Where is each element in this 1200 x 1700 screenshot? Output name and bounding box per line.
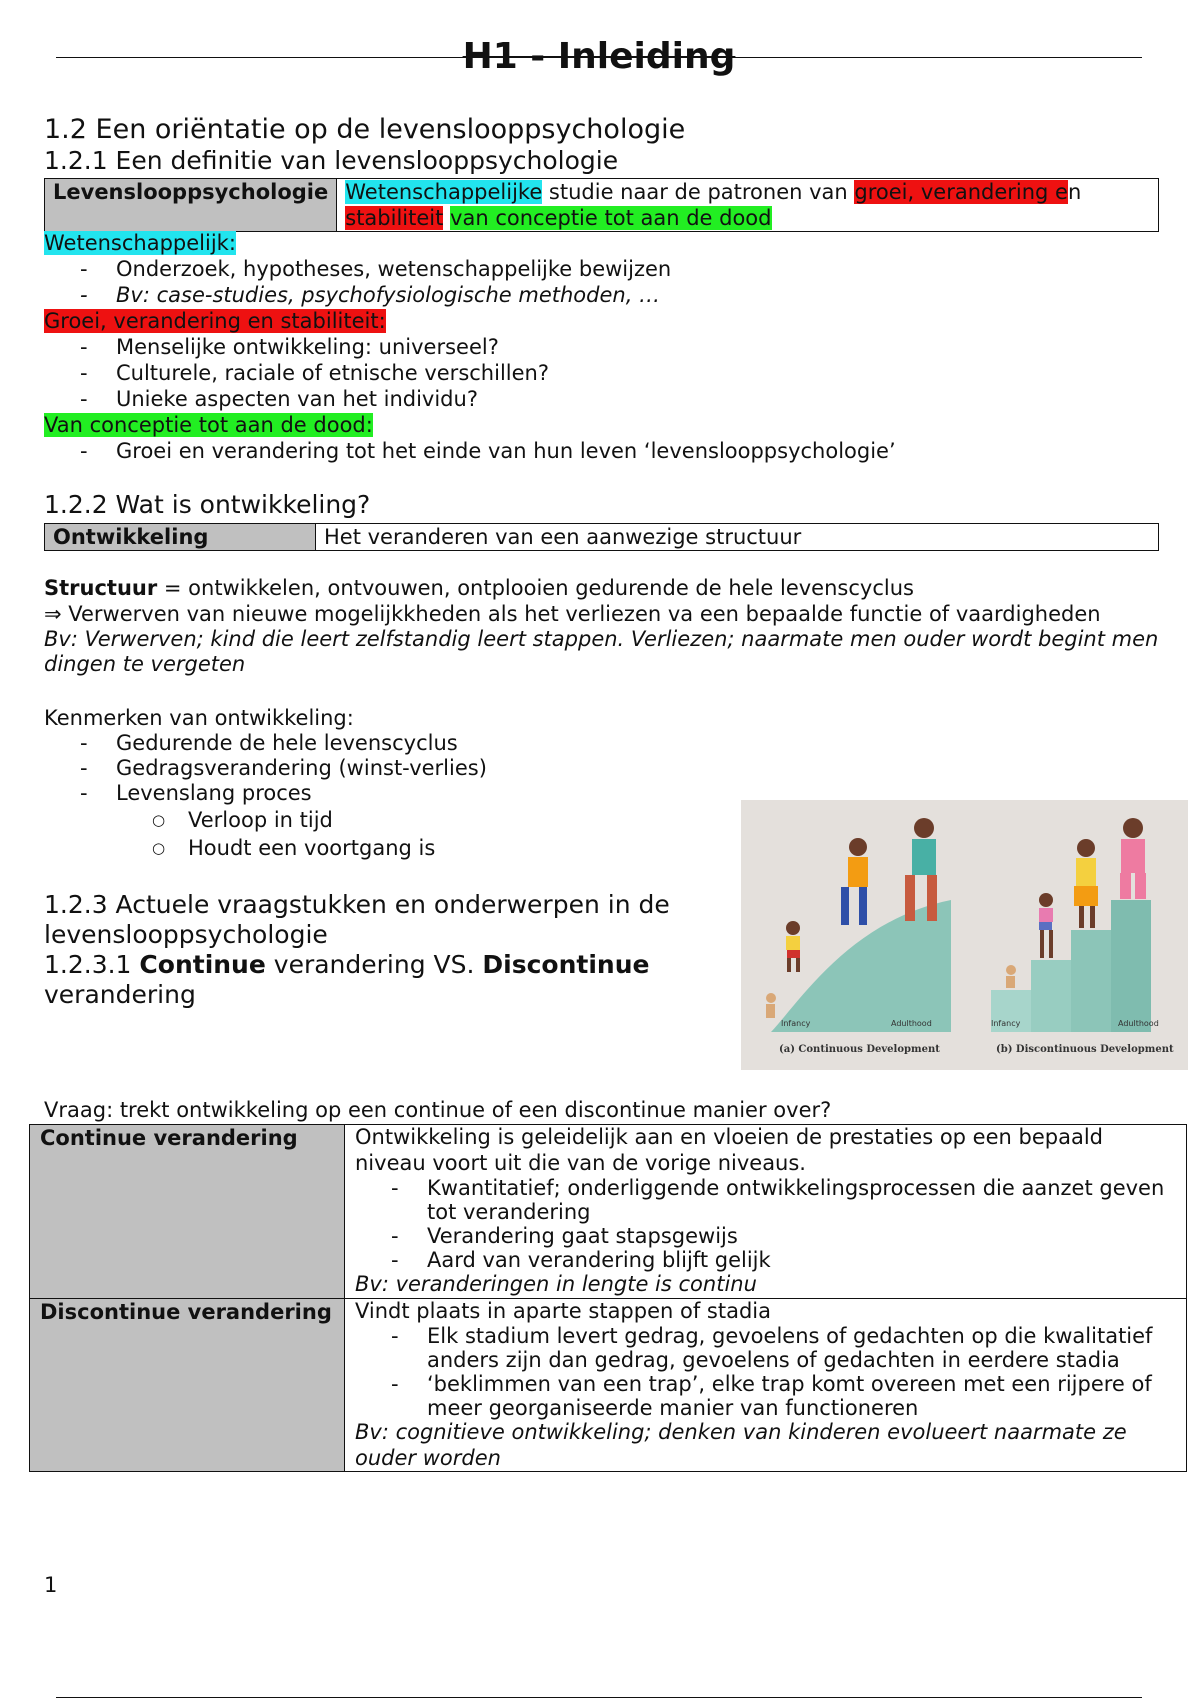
definition-text bbox=[337, 179, 1159, 232]
heading-conceptie: Van conceptie tot aan de dood: bbox=[44, 413, 373, 437]
figure-label-b-infancy: Infancy bbox=[991, 1019, 1021, 1028]
list-item: ○ Verloop in tijd bbox=[188, 806, 487, 834]
definition-seg-studie: studie naar de patronen van bbox=[542, 180, 855, 204]
kenmerken-heading: Kenmerken van ontwikkeling: bbox=[44, 706, 354, 730]
development-figure bbox=[741, 800, 1188, 1070]
table-row bbox=[30, 1298, 1187, 1472]
figure-youth-a bbox=[841, 838, 868, 925]
section-heading-1-2: 1.2 Een oriëntatie op de levenslooppsychologie bbox=[44, 114, 686, 145]
term-continue: Continue verandering bbox=[30, 1125, 345, 1299]
description-intro: Ontwikkeling is geleidelijk aan en vloeien de prestaties op een bepaald niveau voort uit die van de vorige niveaus. bbox=[355, 1125, 1103, 1175]
description-example: Bv: veranderingen in lengte is continu bbox=[355, 1272, 757, 1296]
list-item: ○ Houdt een voortgang is bbox=[188, 834, 487, 862]
list-groei bbox=[44, 334, 896, 412]
description-intro: Vindt plaats in aparte stappen of stadia bbox=[355, 1298, 771, 1323]
list-item: - Bv: case-studies, psychofysiologische methoden, … bbox=[116, 282, 896, 308]
definition-term: Levenslooppsychologie bbox=[45, 179, 337, 232]
list-discontinue bbox=[355, 1324, 1176, 1420]
page-header bbox=[56, 34, 1142, 80]
description-discontinue bbox=[345, 1298, 1187, 1472]
list-item: - Aard van verandering blijft gelijk bbox=[427, 1248, 1176, 1272]
development-illustration bbox=[741, 800, 1188, 1070]
page-title: H1 - Inleiding bbox=[462, 36, 736, 77]
structuur-example: Bv: Verwerven; kind die leert zelfstandig leert stappen. Verliezen; naarmate men ouder wordt begint men dingen te vergeten bbox=[44, 627, 1159, 676]
structuur-term: Structuur bbox=[44, 576, 158, 600]
block-wetenschappelijk bbox=[44, 230, 896, 464]
list-item: - Elk stadium levert gedrag, gevoelens of gedachten op die kwalitatief anders zijn dan gedrag, gevoelens of gedachten in eerdere stadia bbox=[427, 1324, 1176, 1372]
definition-term: Ontwikkeling bbox=[45, 524, 316, 551]
list-conceptie bbox=[44, 438, 896, 464]
definition-table-levenslooppsychologie bbox=[44, 178, 1159, 232]
list-kenmerken bbox=[44, 731, 487, 806]
heading-continue: Continue bbox=[139, 950, 266, 979]
heading-wetenschappelijk: Wetenschappelijk: bbox=[44, 231, 236, 255]
list-item: - ‘beklimmen van een trap’, elke trap komt overeen met een rijpere of meer georganiseerde manier van functioneren bbox=[427, 1372, 1176, 1420]
section-heading-1-2-3: 1.2.3 Actuele vraagstukken en onderwerpen in de levenslooppsychologie bbox=[44, 890, 670, 949]
figure-caption-b: (b) Discontinuous Development bbox=[996, 1044, 1174, 1055]
description-continue bbox=[345, 1125, 1187, 1299]
definition-text: Het veranderen van een aanwezige structuur bbox=[316, 524, 1159, 551]
definition-seg-stabiliteit: stabiliteit bbox=[345, 206, 444, 230]
list-kenmerken-sub bbox=[44, 806, 487, 862]
section-heading-1-2-1: 1.2.1 Een definitie van levenslooppsychologie bbox=[44, 146, 619, 175]
definition-seg-wetenschappelijke: Wetenschappelijke bbox=[345, 180, 543, 204]
definition-table-ontwikkeling bbox=[44, 523, 1159, 551]
step-3 bbox=[1071, 930, 1111, 1032]
section-heading-1-2-3-1 bbox=[44, 950, 724, 1010]
list-item: - Gedurende de hele levenscyclus bbox=[116, 731, 487, 756]
block-structuur bbox=[44, 575, 1174, 677]
block-kenmerken bbox=[44, 705, 487, 862]
figure-adult-a bbox=[905, 818, 937, 921]
definition-seg-en: n bbox=[1067, 180, 1082, 204]
list-item: - Kwantitatief; onderliggende ontwikkelingsprocessen die aanzet geven tot verandering bbox=[427, 1176, 1176, 1224]
list-continue bbox=[355, 1176, 1176, 1272]
section-heading-1-2-2: 1.2.2 Wat is ontwikkeling? bbox=[44, 490, 371, 519]
figure-caption-a: (a) Continuous Development bbox=[779, 1044, 940, 1055]
list-item: - Groei en verandering tot het einde van hun leven ‘levenslooppsychologie’ bbox=[116, 438, 896, 464]
figure-toddler-b bbox=[1006, 965, 1016, 988]
figure-adult-b bbox=[1120, 818, 1146, 899]
heading-mid: verandering VS. bbox=[265, 950, 483, 979]
list-item: - Gedragsverandering (winst-verlies) bbox=[116, 756, 487, 781]
comparison-table bbox=[29, 1124, 1187, 1472]
list-item: - Onderzoek, hypotheses, wetenschappelijke bewijzen bbox=[116, 256, 896, 282]
footer-rule bbox=[56, 1697, 1142, 1698]
heading-discontinue: Discontinue bbox=[482, 950, 650, 979]
figure-toddler-a bbox=[766, 993, 776, 1018]
figure-label-a-adulthood: Adulthood bbox=[891, 1019, 932, 1028]
heading-end: verandering bbox=[44, 980, 196, 1009]
description-example: Bv: cognitieve ontwikkeling; denken van kinderen evolueert naarmate ze ouder worden bbox=[355, 1420, 1127, 1470]
figure-child-a bbox=[786, 921, 800, 972]
list-item: - Levenslang proces bbox=[116, 781, 487, 806]
step-2 bbox=[1031, 960, 1071, 1032]
list-item: - Verandering gaat stapsgewijs bbox=[427, 1224, 1176, 1248]
list-item: - Unieke aspecten van het individu? bbox=[116, 386, 896, 412]
heading-number: 1.2.3.1 bbox=[44, 950, 140, 979]
page-number: 1 bbox=[44, 1573, 58, 1597]
figure-label-a-infancy: Infancy bbox=[781, 1019, 811, 1028]
structuur-line2: ⇒ Verwerven van nieuwe mogelijkkheden als het verliezen va een bepaalde functie of vaardigheden bbox=[44, 602, 1101, 626]
list-wetenschappelijk bbox=[44, 256, 896, 308]
question-text: Vraag: trekt ontwikkeling op een continue of een discontinue manier over? bbox=[44, 1098, 832, 1122]
term-discontinue: Discontinue verandering bbox=[30, 1298, 345, 1472]
list-item: - Culturele, raciale of etnische verschillen? bbox=[116, 360, 896, 386]
definition-seg-groei: groei, verandering e bbox=[854, 180, 1068, 204]
table-row bbox=[30, 1125, 1187, 1299]
structuur-rest: = ontwikkelen, ontvouwen, ontplooien gedurende de hele levenscyclus bbox=[157, 576, 914, 600]
figure-youth-b bbox=[1074, 839, 1098, 928]
step-4 bbox=[1111, 900, 1151, 1032]
structuur-definition bbox=[44, 575, 1174, 601]
definition-seg-conceptie: van conceptie tot aan de dood bbox=[450, 206, 772, 230]
figure-child-b bbox=[1039, 893, 1053, 958]
list-item: - Menselijke ontwikkeling: universeel? bbox=[116, 334, 896, 360]
figure-label-b-adulthood: Adulthood bbox=[1118, 1019, 1159, 1028]
heading-groei: Groei, verandering en stabiliteit: bbox=[44, 309, 386, 333]
